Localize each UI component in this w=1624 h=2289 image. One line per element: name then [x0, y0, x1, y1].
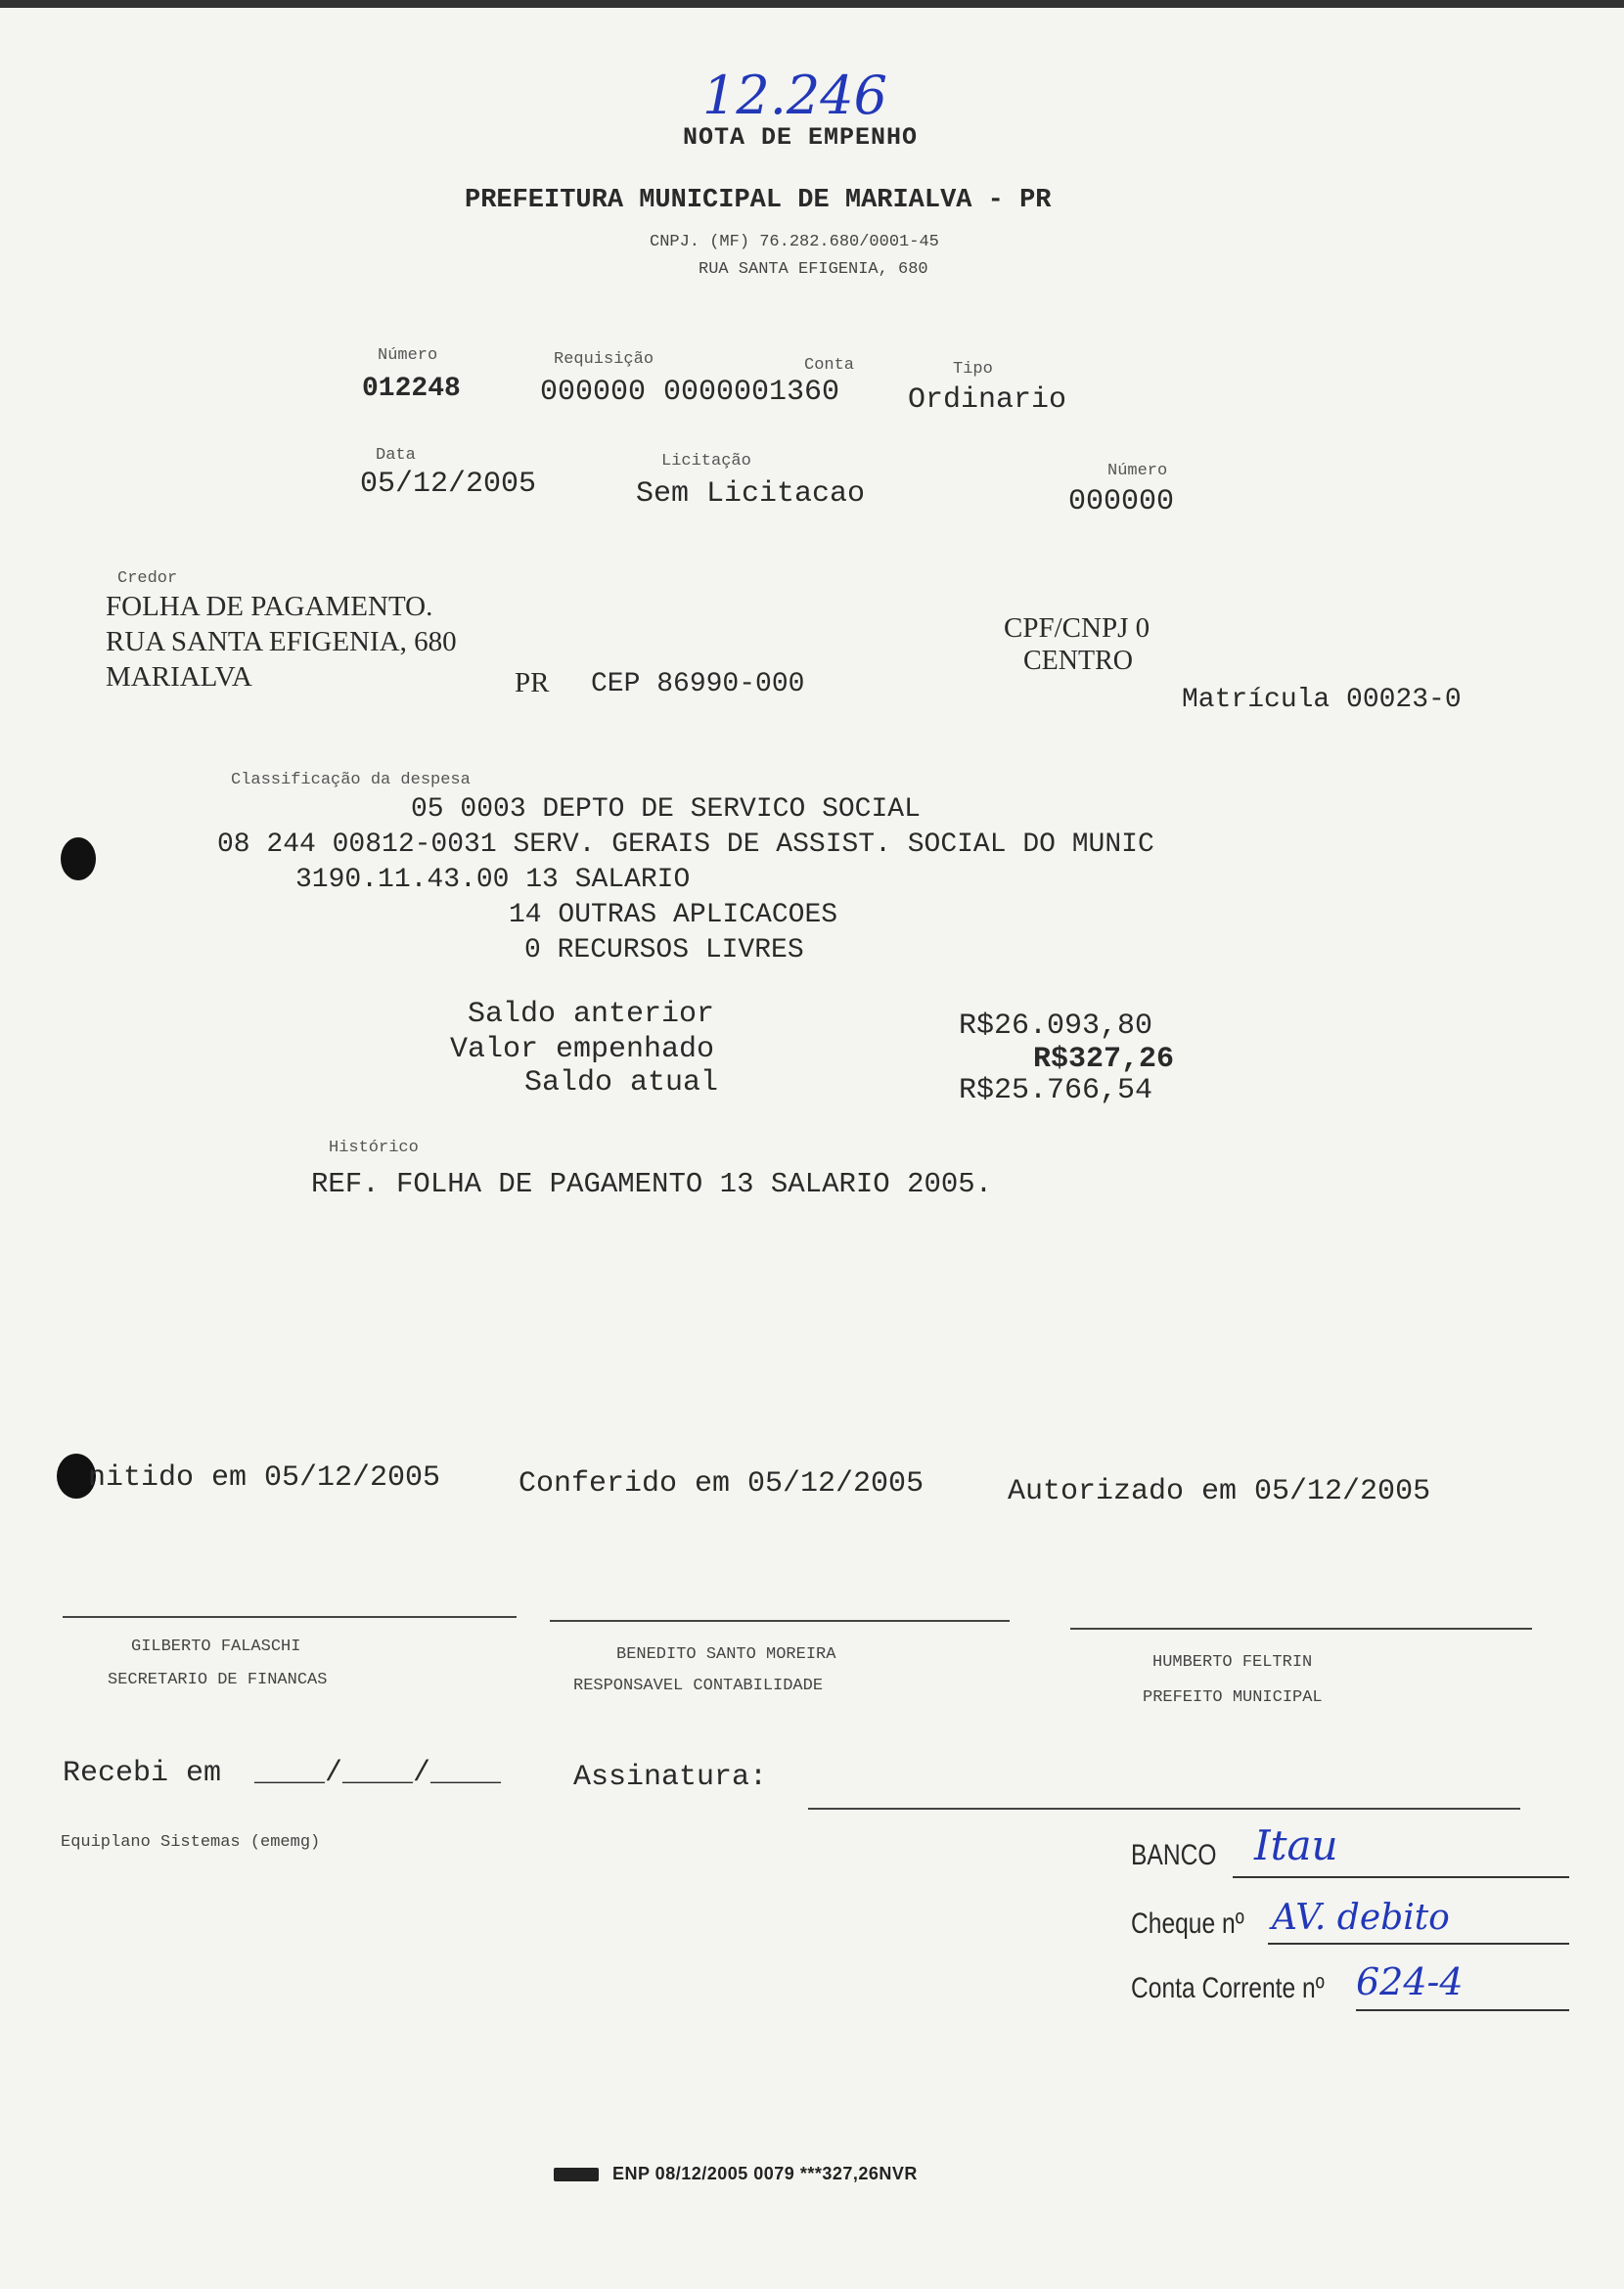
- recebi-date-blanks: ____/____/____: [254, 1757, 502, 1790]
- numero2-value: 000000: [1068, 485, 1175, 518]
- credor-matricula: Matrícula 00023-0: [1182, 685, 1462, 715]
- valor-empenhado-label: Valor empenhado: [450, 1033, 715, 1066]
- requisicao-label: Requisição: [554, 350, 654, 369]
- numero-label: Número: [378, 346, 438, 365]
- credor-street: RUA SANTA EFIGENIA, 680: [106, 626, 457, 657]
- data-value: 05/12/2005: [360, 468, 537, 501]
- signature-line-2: [550, 1620, 1010, 1622]
- credor-city: MARIALVA: [106, 661, 252, 693]
- conta-corrente-value: 624-4: [1356, 1960, 1464, 2003]
- autorizado-date: Autorizado em 05/12/2005: [1008, 1475, 1431, 1508]
- banco-underline: [1233, 1876, 1569, 1878]
- banco-value: Itau: [1254, 1821, 1338, 1869]
- org-cnpj: CNPJ. (MF) 76.282.680/0001-45: [650, 233, 939, 251]
- recebi-label: Recebi em: [63, 1757, 222, 1790]
- signer-2-name: BENEDITO SANTO MOREIRA: [616, 1645, 836, 1664]
- credor-cpf: CPF/CNPJ 0: [1004, 612, 1150, 644]
- assinatura-label: Assinatura:: [573, 1761, 768, 1794]
- credor-bairro: CENTRO: [1023, 646, 1133, 676]
- signer-1-name: GILBERTO FALASCHI: [131, 1638, 301, 1656]
- handwritten-number: 12.246: [702, 65, 887, 126]
- classificacao-line-3: 3190.11.43.00 13 SALARIO: [295, 865, 691, 895]
- cheque-label: Cheque nº: [1131, 1908, 1244, 1940]
- cheque-value: AV. debito: [1272, 1898, 1450, 1938]
- signer-3-name: HUMBERTO FELTRIN: [1152, 1653, 1313, 1672]
- tipo-value: Ordinario: [908, 383, 1067, 417]
- historico-label: Histórico: [329, 1139, 419, 1157]
- saldo-atual-value: R$25.766,54: [959, 1074, 1153, 1107]
- credor-name: FOLHA DE PAGAMENTO.: [106, 591, 433, 622]
- credor-state: PR: [515, 667, 550, 698]
- cheque-underline: [1268, 1943, 1569, 1945]
- classificacao-line-5: 0 RECURSOS LIVRES: [524, 935, 804, 965]
- conferido-date: Conferido em 05/12/2005: [519, 1467, 925, 1501]
- banco-label: BANCO: [1131, 1839, 1217, 1871]
- conta-corrente-label: Conta Corrente nº: [1131, 1972, 1325, 2004]
- signature-line-3: [1070, 1628, 1532, 1630]
- tipo-label: Tipo: [953, 360, 993, 379]
- classificacao-label: Classificação da despesa: [231, 771, 471, 789]
- numero-value: 012248: [362, 374, 461, 404]
- classificacao-line-1: 05 0003 DEPTO DE SERVICO SOCIAL: [411, 794, 921, 825]
- org-address: RUA SANTA EFIGENIA, 680: [699, 260, 928, 279]
- credor-cep: CEP 86990-000: [591, 669, 805, 699]
- emitido-date: nitido em 05/12/2005: [88, 1461, 441, 1495]
- licitacao-label: Licitação: [661, 452, 751, 471]
- assinatura-line: [808, 1808, 1520, 1810]
- conta-label: Conta: [804, 356, 855, 375]
- classificacao-line-4: 14 OUTRAS APLICACOES: [509, 900, 838, 930]
- conta-corrente-underline: [1356, 2009, 1569, 2011]
- valor-empenhado-value: R$327,26: [1033, 1043, 1175, 1076]
- classificacao-line-2: 08 244 00812-0031 SERV. GERAIS DE ASSIST. SOCIAL DO MUNIC: [217, 830, 1154, 860]
- saldo-atual-label: Saldo atual: [524, 1066, 719, 1100]
- data-label: Data: [376, 446, 416, 465]
- historico-text: REF. FOLHA DE PAGAMENTO 13 SALARIO 2005.: [311, 1168, 993, 1200]
- doc-title: NOTA DE EMPENHO: [683, 123, 919, 152]
- org-name: PREFEITURA MUNICIPAL DE MARIALVA - PR: [465, 186, 1052, 215]
- requisicao-conta-value: 000000 0000001360: [540, 376, 840, 409]
- hole-punch-mark-upper: [61, 837, 96, 880]
- saldo-anterior-value: R$26.093,80: [959, 1010, 1153, 1043]
- footer-system: Equiplano Sistemas (ememg): [61, 1833, 321, 1852]
- machine-stamp: ENP 08/12/2005 0079 ***327,26NVR: [612, 2164, 918, 2183]
- numero2-label: Número: [1107, 462, 1168, 480]
- logo-mark: [554, 2168, 599, 2181]
- credor-label: Credor: [117, 569, 178, 588]
- signer-3-role: PREFEITO MUNICIPAL: [1143, 1688, 1323, 1707]
- signature-line-1: [63, 1616, 517, 1618]
- signer-1-role: SECRETARIO DE FINANCAS: [108, 1671, 328, 1689]
- licitacao-value: Sem Licitacao: [636, 477, 866, 511]
- scan-top-border: [0, 0, 1624, 8]
- saldo-anterior-label: Saldo anterior: [468, 998, 715, 1031]
- signer-2-role: RESPONSAVEL CONTABILIDADE: [573, 1677, 824, 1695]
